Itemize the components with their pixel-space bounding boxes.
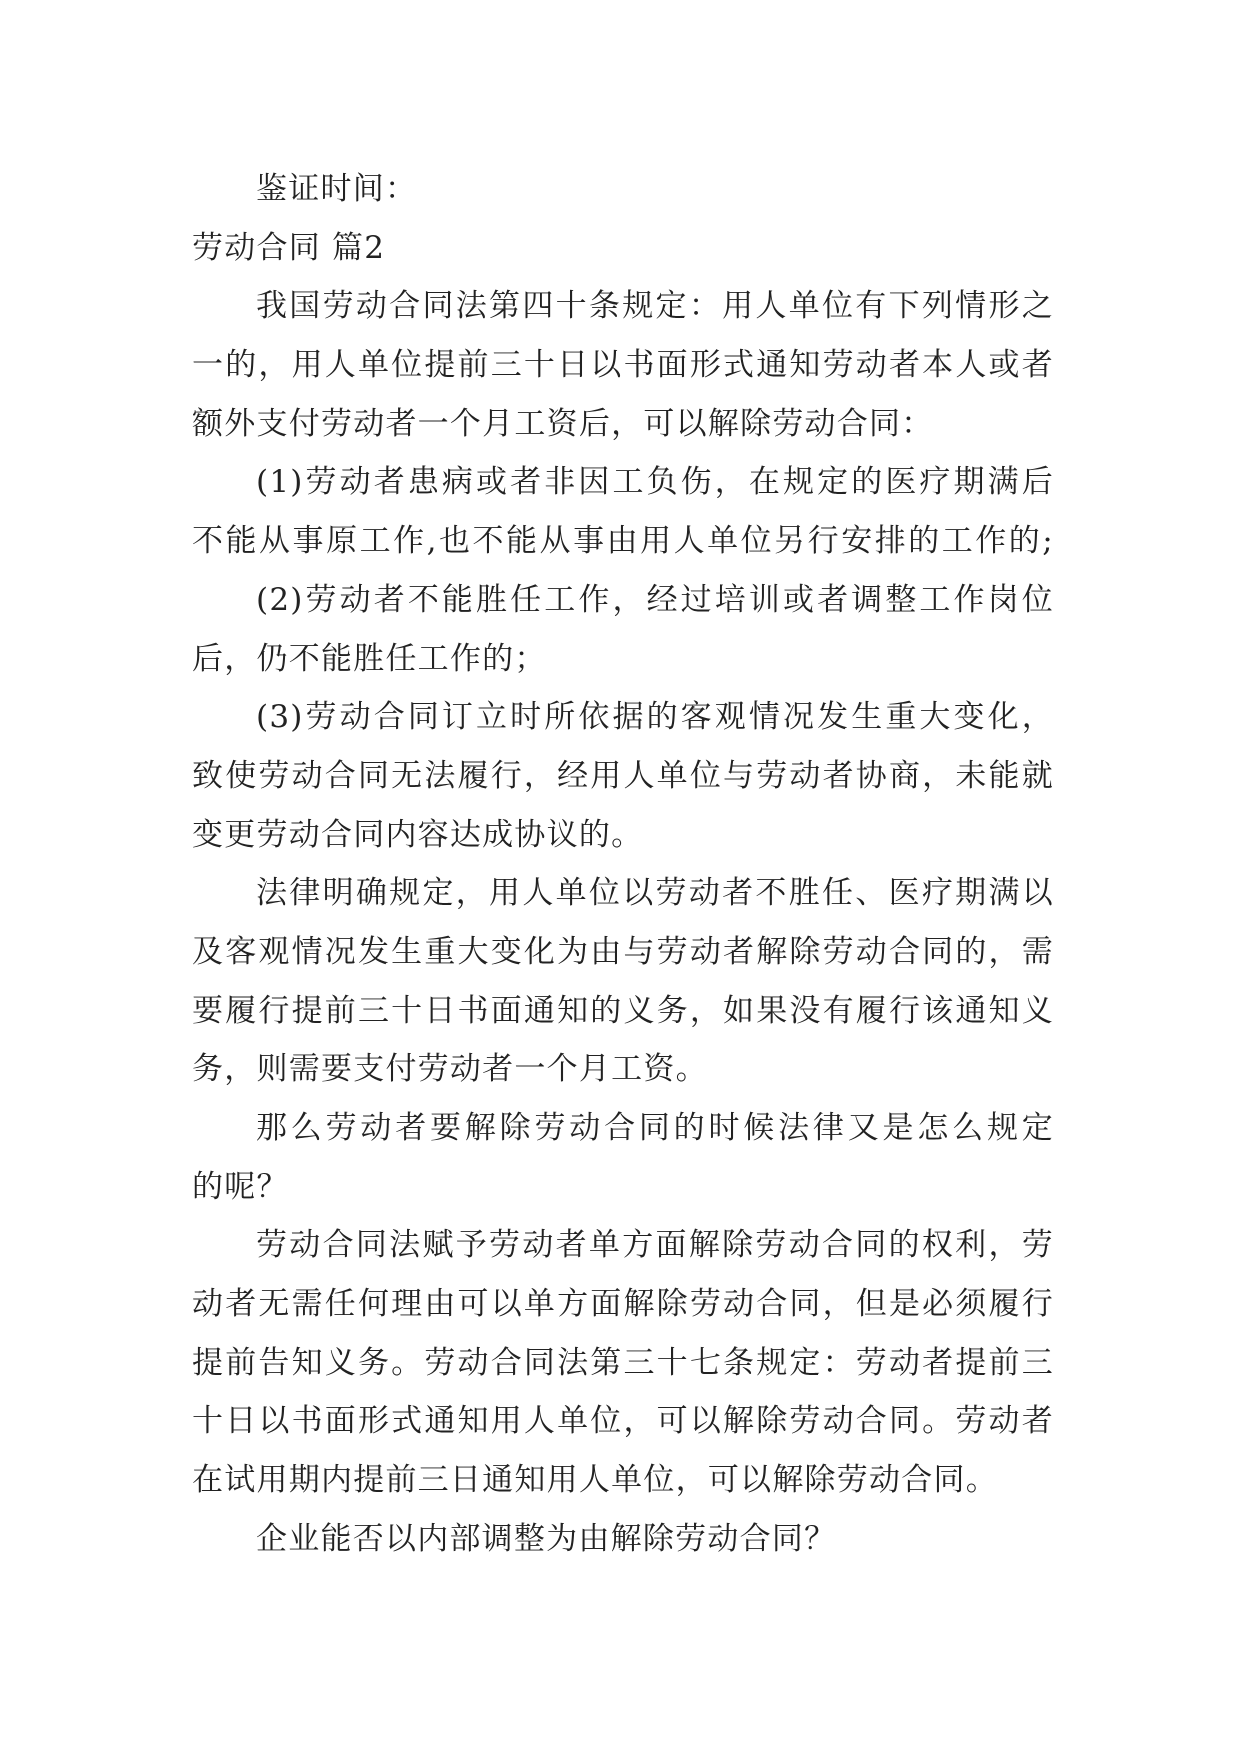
text-line: 变更劳动合同内容达成协议的。 [192, 816, 644, 853]
text-line: 后，仍不能胜任工作的； [192, 640, 547, 677]
text-line: 劳动合同 篇2 [192, 229, 386, 266]
text-line: 不能从事原工作,也不能从事由用人单位另行安排的工作的; [192, 523, 1054, 560]
text-line: 劳动合同法赋予劳动者单方面解除劳动合同的权利，劳 [256, 1227, 1054, 1264]
text-line: 提前告知义务。劳动合同法第三十七条规定：劳动者提前三 [192, 1344, 1054, 1381]
text-line: 动者无需任何理由可以单方面解除劳动合同，但是必须履行 [192, 1286, 1054, 1323]
text-line: 及客观情况发生重大变化为由与劳动者解除劳动合同的，需 [192, 933, 1054, 970]
text-line: 务，则需要支付劳动者一个月工资。 [192, 1051, 708, 1088]
text-line: 要履行提前三十日书面通知的义务，如果没有履行该通知义 [192, 992, 1054, 1029]
text-line: 致使劳动合同无法履行，经用人单位与劳动者协商，未能就 [192, 757, 1054, 794]
text-line: 企业能否以内部调整为由解除劳动合同？ [256, 1520, 837, 1557]
text-line: 在试用期内提前三日通知用人单位，可以解除劳动合同。 [192, 1462, 998, 1499]
text-line: (2)劳动者不能胜任工作，经过培训或者调整工作岗位 [256, 581, 1054, 618]
text-line: (1)劳动者患病或者非因工负伤，在规定的医疗期满后 [256, 464, 1054, 501]
text-line: 鉴证时间： [256, 171, 418, 207]
text-line: (3)劳动合同订立时所依据的客观情况发生重大变化， [256, 699, 1054, 736]
text-line: 的呢？ [192, 1168, 289, 1205]
text-line: 一的，用人单位提前三十日以书面形式通知劳动者本人或者 [192, 347, 1054, 384]
text-line: 那么劳动者要解除劳动合同的时候法律又是怎么规定 [256, 1110, 1054, 1146]
text-line: 我国劳动合同法第四十条规定：用人单位有下列情形之 [256, 288, 1054, 325]
text-line: 十日以书面形式通知用人单位，可以解除劳动合同。劳动者 [192, 1403, 1054, 1440]
text-line: 额外支付劳动者一个月工资后，可以解除劳动合同： [192, 405, 934, 442]
text-line: 法律明确规定，用人单位以劳动者不胜任、医疗期满以 [256, 875, 1054, 912]
document-body [192, 160, 1054, 1569]
